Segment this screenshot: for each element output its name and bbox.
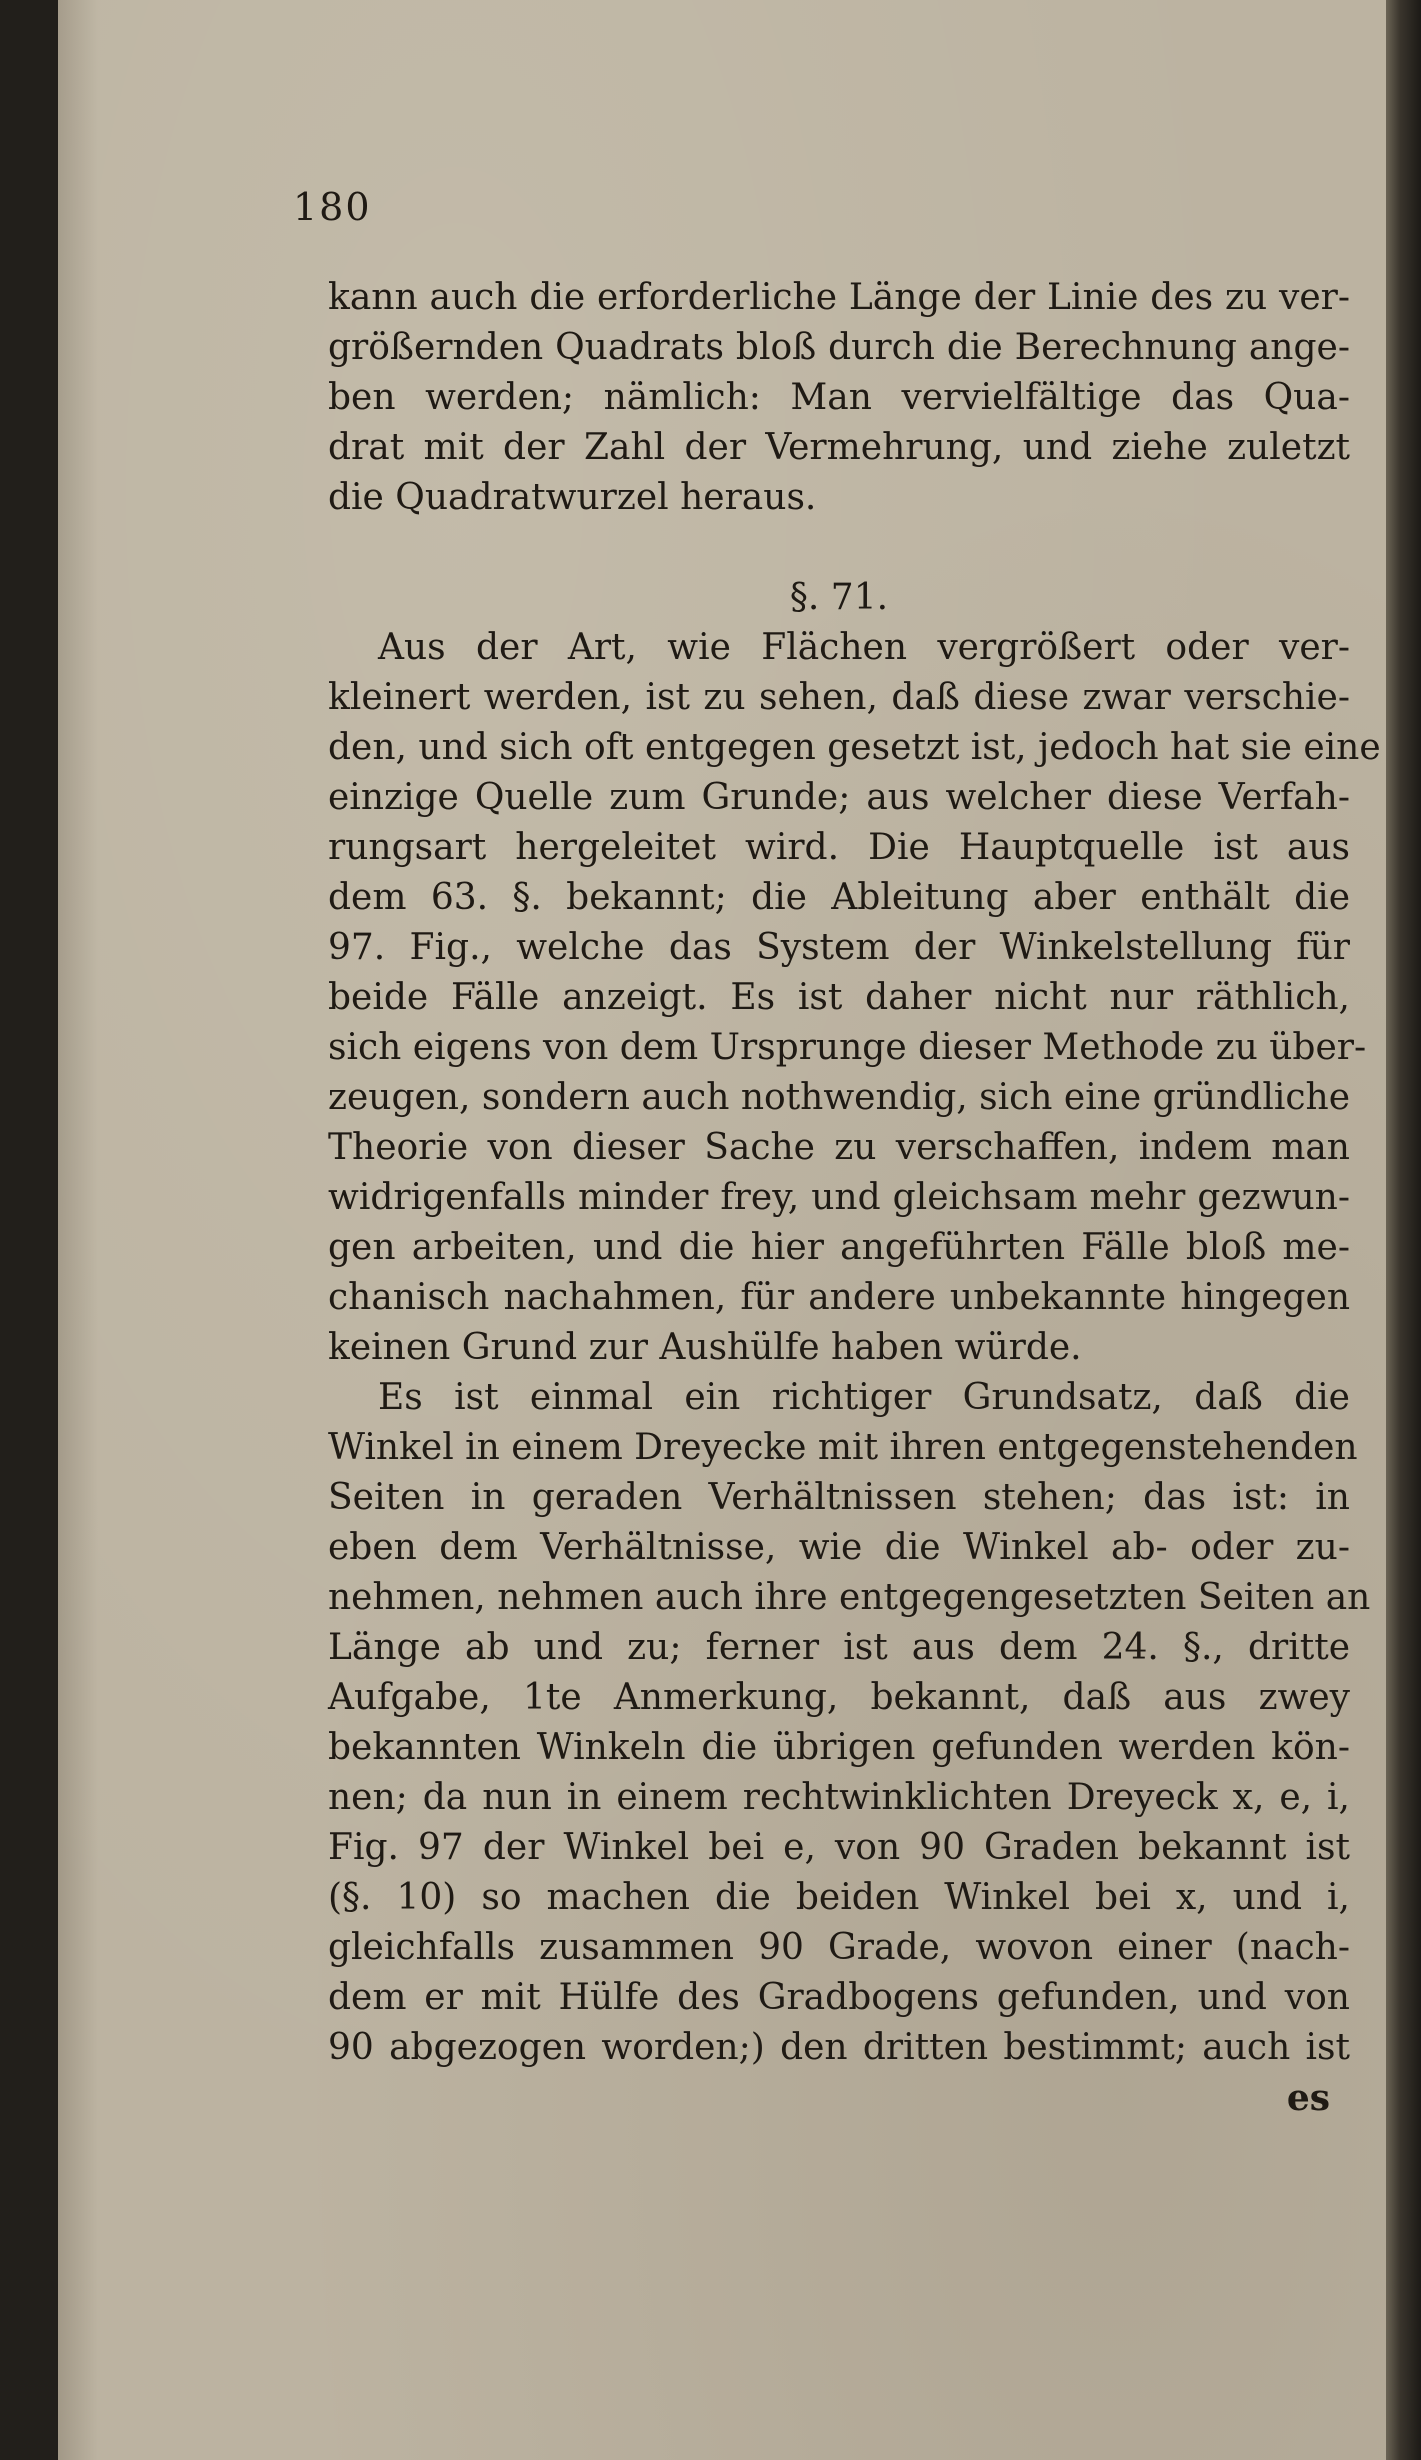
text-line: gleichfalls zusammen 90 Grade, wovon einer (nach- bbox=[328, 1927, 1350, 1968]
text-line: bekannten Winkeln die übrigen gefunden werden kön- bbox=[328, 1727, 1350, 1768]
text-line: Aufgabe, 1te Anmerkung, bekannt, daß aus zwey bbox=[328, 1677, 1350, 1718]
text-line: chanisch nachahmen, für andere unbekannte hingegen bbox=[328, 1277, 1350, 1318]
text-line: drat mit der Zahl der Vermehrung, und ziehe zuletzt bbox=[328, 427, 1350, 468]
section-heading: §. 71. bbox=[789, 577, 889, 618]
text-line: Fig. 97 der Winkel bei e, von 90 Graden bekannt ist bbox=[328, 1827, 1350, 1868]
body-text bbox=[328, 273, 1381, 2123]
book-gutter bbox=[1386, 0, 1421, 2460]
text-line: gen arbeiten, und die hier angeführten Fälle bloß me- bbox=[328, 1227, 1350, 1268]
text-line: kleinert werden, ist zu sehen, daß diese zwar verschie- bbox=[328, 677, 1350, 718]
text-line: Es ist einmal ein richtiger Grundsatz, daß die bbox=[378, 1377, 1350, 1418]
page-number: 180 bbox=[293, 185, 372, 229]
text-line: Seiten in geraden Verhältnissen stehen; das ist: in bbox=[328, 1477, 1350, 1518]
catchword: es bbox=[1286, 2077, 1330, 2119]
text-line: dem er mit Hülfe des Gradbogens gefunden, und von bbox=[328, 1977, 1350, 2018]
text-line: sich eigens von dem Ursprunge dieser Methode zu über- bbox=[328, 1027, 1367, 1068]
text-line: größernden Quadrats bloß durch die Berechnung ange- bbox=[328, 327, 1350, 368]
text-line: widrigenfalls minder frey, und gleichsam mehr gezwun- bbox=[328, 1177, 1350, 1218]
text-line: dem 63. §. bekannt; die Ableitung aber enthält die bbox=[328, 877, 1350, 918]
text-line: rungsart hergeleitet wird. Die Hauptquelle ist aus bbox=[328, 827, 1350, 868]
text-line: 97. Fig., welche das System der Winkelstellung für bbox=[328, 927, 1350, 968]
text-line: nen; da nun in einem rechtwinklichten Dreyeck x, e, i, bbox=[328, 1777, 1350, 1818]
text-line: Länge ab und zu; ferner ist aus dem 24. §., dritte bbox=[328, 1627, 1350, 1668]
text-line: Winkel in einem Dreyecke mit ihren entgegenstehenden bbox=[328, 1427, 1358, 1468]
text-line: den, und sich oft entgegen gesetzt ist, jedoch hat sie eine bbox=[328, 727, 1381, 768]
text-line: Theorie von dieser Sache zu verschaffen, indem man bbox=[328, 1127, 1350, 1168]
text-line: eben dem Verhältnisse, wie die Winkel ab- oder zu- bbox=[328, 1527, 1350, 1568]
text-line: nehmen, nehmen auch ihre entgegengesetzten Seiten an bbox=[328, 1577, 1371, 1618]
text-line: keinen Grund zur Aushülfe haben würde. bbox=[328, 1327, 1082, 1368]
text-line: ben werden; nämlich: Man vervielfältige das Qua- bbox=[328, 377, 1350, 418]
text-line: zeugen, sondern auch nothwendig, sich eine gründliche bbox=[328, 1077, 1351, 1118]
text-line: (§. 10) so machen die beiden Winkel bei x, und i, bbox=[328, 1877, 1350, 1918]
text-line: Aus der Art, wie Flächen vergrößert oder ver- bbox=[378, 627, 1350, 668]
text-line: beide Fälle anzeigt. Es ist daher nicht nur räthlich, bbox=[328, 977, 1350, 1018]
text-line: einzige Quelle zum Grunde; aus welcher diese Verfah- bbox=[328, 777, 1350, 818]
text-line: kann auch die erforderliche Länge der Linie des zu ver- bbox=[328, 277, 1350, 318]
text-line: 90 abgezogen worden;) den dritten bestimmt; auch ist bbox=[328, 2027, 1350, 2068]
text-line: die Quadratwurzel heraus. bbox=[328, 477, 817, 518]
book-page bbox=[58, 0, 1386, 2460]
